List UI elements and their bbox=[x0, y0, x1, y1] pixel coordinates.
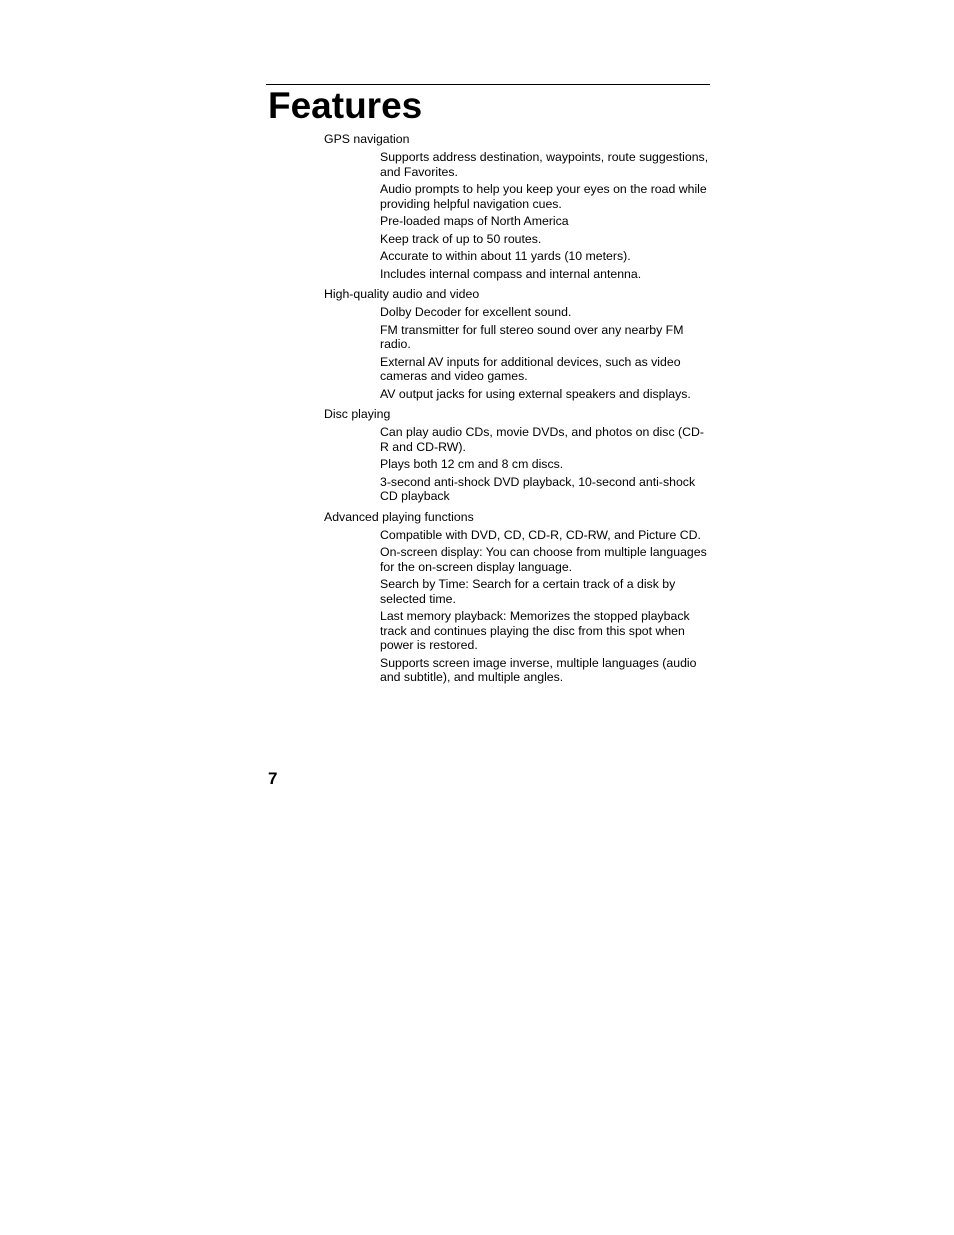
feature-item: Compatible with DVD, CD, CD-R, CD-RW, and Picture CD. bbox=[380, 527, 701, 542]
page-title: Features bbox=[268, 85, 423, 126]
document-page bbox=[266, 84, 710, 688]
section-audio-video bbox=[324, 287, 710, 401]
feature-item: Search by Time: Search for a certain track of a disk by selected time. bbox=[380, 577, 676, 606]
section-title: GPS navigation bbox=[324, 132, 410, 146]
section-title: Advanced playing functions bbox=[324, 509, 474, 524]
feature-item: 3-second anti-shock DVD playback, 10-second anti-shock CD playback bbox=[380, 474, 696, 503]
section-advanced-playing bbox=[324, 510, 710, 685]
page-number: 7 bbox=[268, 769, 278, 788]
section-title: High-quality audio and video bbox=[324, 287, 480, 301]
feature-item: Includes internal compass and internal antenna. bbox=[380, 266, 642, 281]
feature-item: Can play audio CDs, movie DVDs, and photos on disc (CD-R and CD-RW). bbox=[380, 425, 704, 454]
feature-item: Audio prompts to help you keep your eyes on the road while providing helpful navigation cues. bbox=[380, 182, 707, 211]
section-gps-navigation bbox=[324, 132, 710, 281]
feature-item: Pre-loaded maps of North America bbox=[380, 214, 569, 228]
feature-item: Accurate to within about 11 yards (10 meters). bbox=[380, 249, 631, 263]
feature-item: Keep track of up to 50 routes. bbox=[380, 231, 542, 246]
section-disc-playing bbox=[324, 407, 710, 504]
feature-item: AV output jacks for using external speakers and displays. bbox=[380, 386, 691, 401]
feature-item: Dolby Decoder for excellent sound. bbox=[380, 305, 572, 319]
feature-item: Plays both 12 cm and 8 cm discs. bbox=[380, 457, 564, 471]
section-title: Disc playing bbox=[324, 407, 391, 421]
feature-item: External AV inputs for additional devices, such as video cameras and video games. bbox=[380, 354, 681, 383]
feature-item: FM transmitter for full stereo sound over any nearby FM radio. bbox=[380, 322, 684, 351]
feature-item: Last memory playback: Memorizes the stopped playback track and continues playing the disc from this spot when power is restored. bbox=[380, 609, 690, 652]
feature-item: Supports screen image inverse, multiple languages (audio and subtitle), and multiple angles. bbox=[380, 655, 697, 684]
feature-item: Supports address destination, waypoints, route suggestions, and Favorites. bbox=[380, 150, 709, 179]
feature-item: On-screen display: You can choose from multiple languages for the on-screen display language. bbox=[380, 545, 707, 574]
